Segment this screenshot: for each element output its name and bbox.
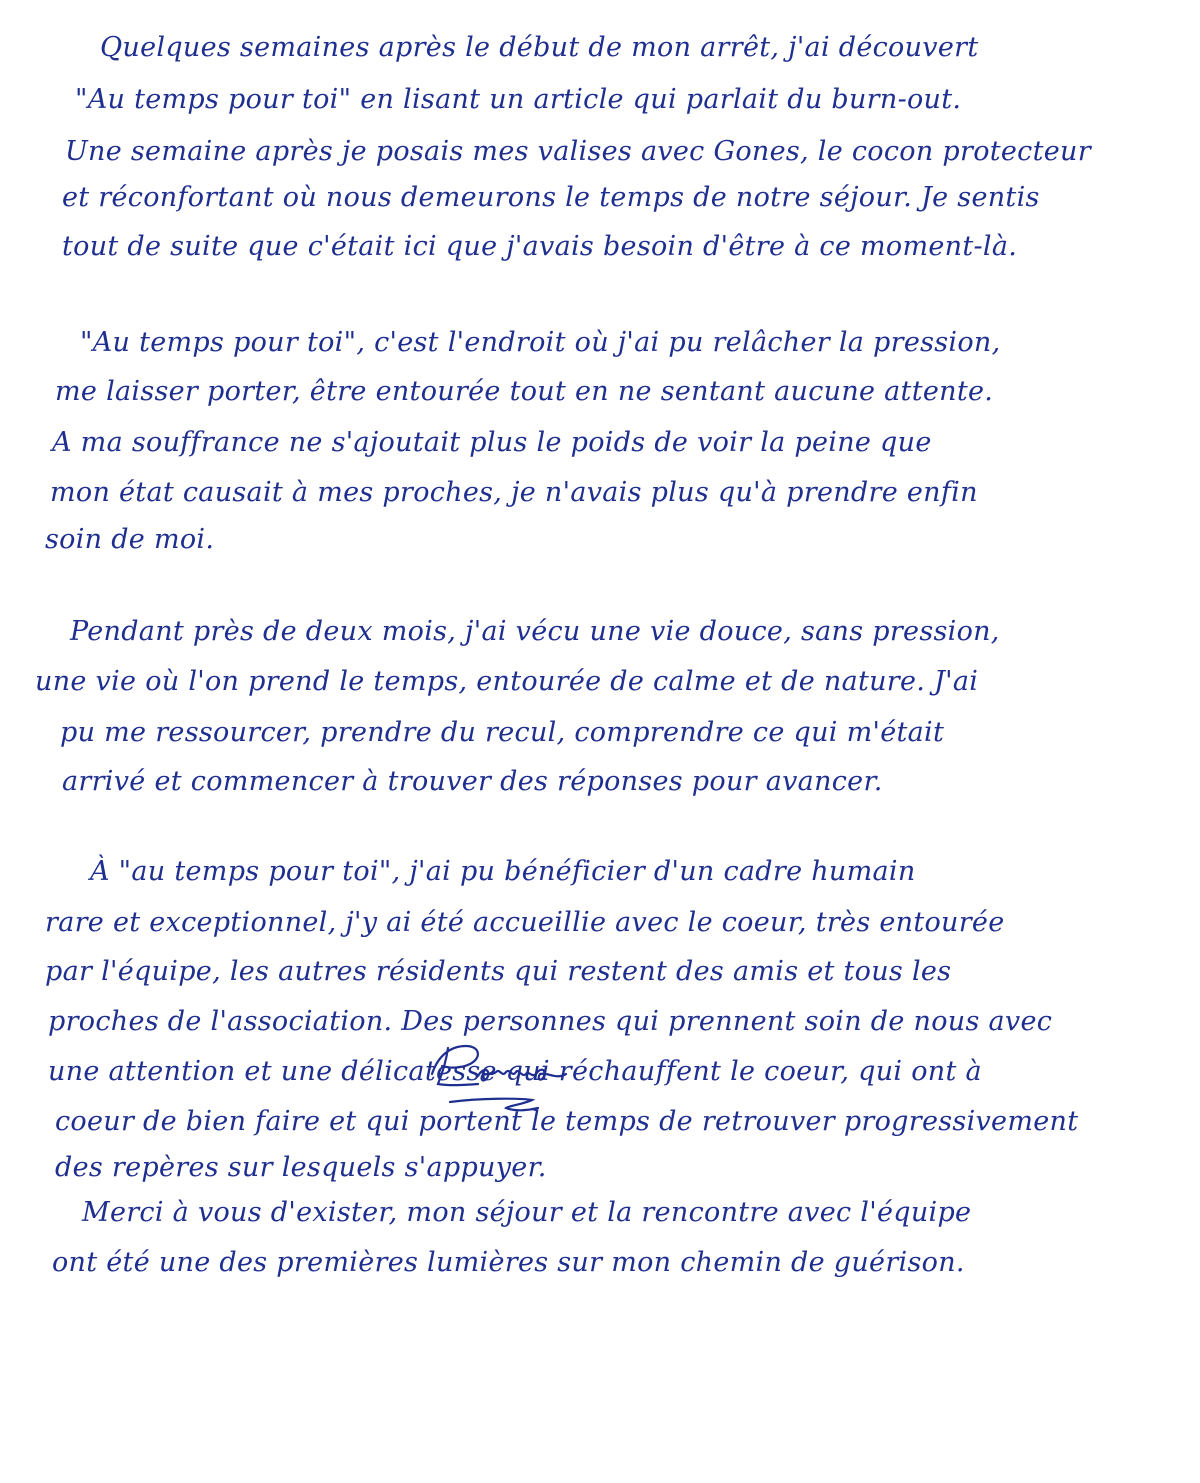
- letter-line: tout de suite que c'était ici que j'avais besoin d'être à ce moment-là.: [62, 231, 1018, 262]
- letter-line: des repères sur lesquels s'appuyer.: [55, 1152, 547, 1183]
- signature-drawing: [420, 1022, 600, 1122]
- letter-line: "Au temps pour toi" en lisant un article qui parlait du burn-out.: [75, 84, 962, 115]
- letter-line: A ma souffrance ne s'ajoutait plus le poids de voir la peine que: [52, 427, 932, 458]
- letter-line: me laisser porter, être entourée tout en ne sentant aucune attente.: [55, 376, 994, 407]
- letter-line: À "au temps pour toi", j'ai pu bénéficier d'un cadre humain: [90, 856, 916, 887]
- letter-line: et réconfortant où nous demeurons le temps de notre séjour. Je sentis: [62, 182, 1040, 213]
- letter-line: Pendant près de deux mois, j'ai vécu une vie douce, sans pression,: [70, 616, 1000, 647]
- letter-line: pu me ressourcer, prendre du recul, comprendre ce qui m'était: [60, 717, 945, 748]
- letter-line: soin de moi.: [45, 524, 215, 555]
- letter-line: Merci à vous d'exister, mon séjour et la rencontre avec l'équipe: [82, 1197, 972, 1228]
- letter-line: Quelques semaines après le début de mon arrêt, j'ai découvert: [100, 32, 979, 63]
- signature: [420, 1022, 600, 1122]
- letter-line: proches de l'association. Des personnes qui prennent soin de nous avec: [48, 1006, 1053, 1037]
- letter-line: arrivé et commencer à trouver des réponses pour avancer.: [62, 766, 883, 797]
- letter-line: coeur de bien faire et qui portent le temps de retrouver progressivement: [55, 1106, 1079, 1137]
- letter-line: Une semaine après je posais mes valises avec Gones, le cocon protecteur: [65, 136, 1091, 167]
- letter-line: mon état causait à mes proches, je n'avais plus qu'à prendre enfin: [50, 477, 978, 508]
- letter-line: "Au temps pour toi", c'est l'endroit où j'ai pu relâcher la pression,: [80, 327, 1001, 358]
- letter-line: rare et exceptionnel, j'y ai été accueillie avec le coeur, très entourée: [45, 907, 1005, 938]
- letter-line: ont été une des premières lumières sur mon chemin de guérison.: [52, 1247, 965, 1278]
- letter-line: par l'équipe, les autres résidents qui restent des amis et tous les: [45, 956, 952, 987]
- letter-line: une attention et une délicatesse qui réchauffent le coeur, qui ont à: [48, 1056, 982, 1087]
- letter-line: une vie où l'on prend le temps, entourée de calme et de nature. J'ai: [35, 666, 979, 697]
